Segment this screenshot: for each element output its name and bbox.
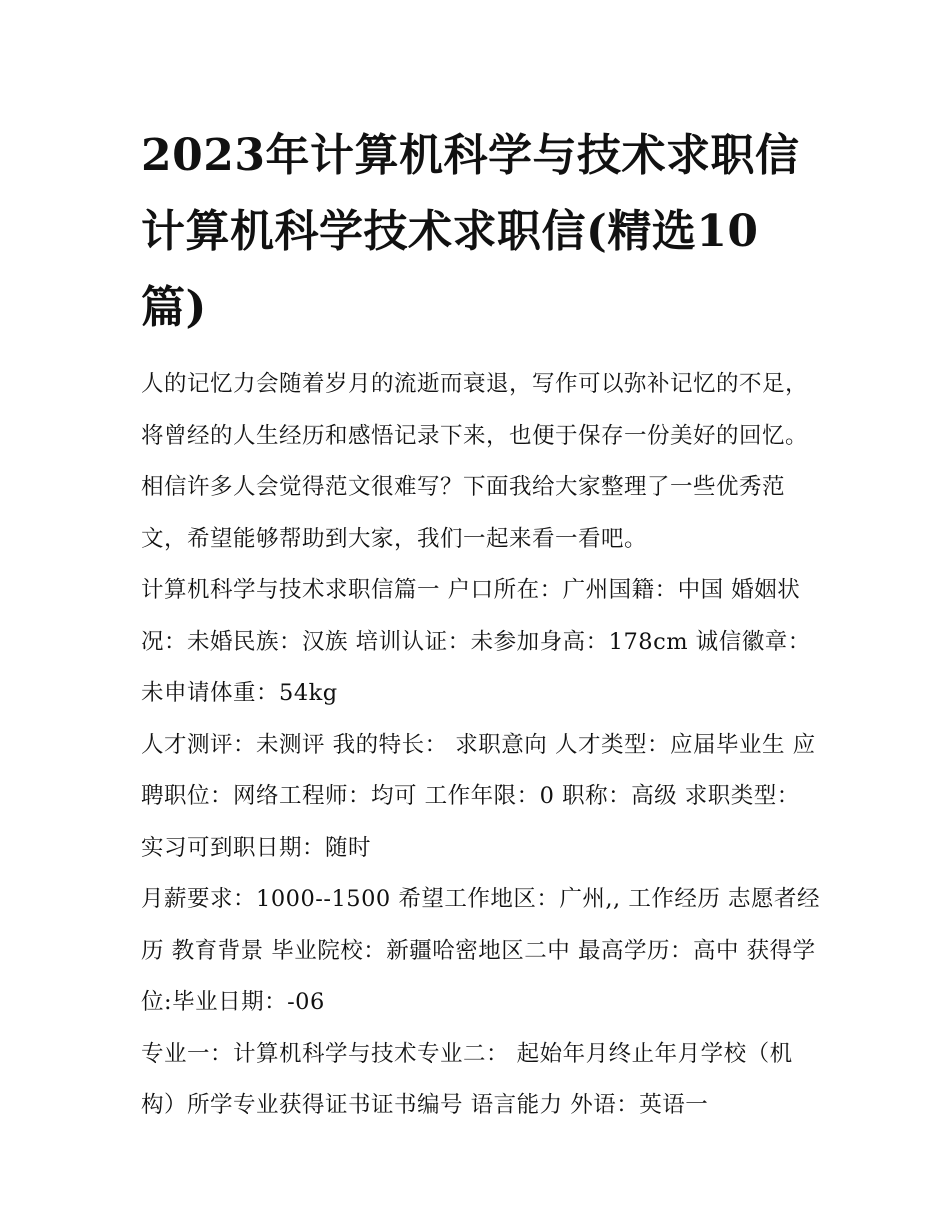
intro-paragraph: 人的记忆力会随着岁月的流逝而衰退，写作可以弥补记忆的不足，将曾经的人生经历和感悟记录下来，也便于保存一份美好的回忆。相信许多人会觉得范文很难写？下面我给大家整理了一些优秀范文，希望能够帮助到大家，我们一起来看一看吧。 <box>141 371 809 552</box>
job-intention-paragraph: 人才测评：未测评 我的特长： 求职意向 人才类型：应届毕业生 应聘职位：网络工程师：均可 工作年限：0 职称：高级 求职类型：实习可到职日期：随时 <box>141 731 816 861</box>
salary-education-paragraph: 月薪要求：1000--1500 希望工作地区：广州,, 工作经历 志愿者经历 教育背景 毕业院校：新疆哈密地区二中 最高学历：高中 获得学位:毕业日期：-06 <box>141 886 820 1015</box>
personal-info-paragraph: 计算机科学与技术求职信篇一 户口所在：广州国籍：中国 婚姻状况：未婚民族：汉族 培训认证：未参加身高：178cm 诚信徽章：未申请体重：54kg <box>141 577 811 706</box>
major-language-paragraph: 专业一：计算机科学与技术专业二： 起始年月终止年月学校（机构）所学专业获得证书证书编号 语言能力 外语：英语一 <box>141 1040 793 1118</box>
document-title: 2023年计算机科学与技术求职信 计算机科学技术求职信(精选10篇) <box>141 130 800 333</box>
document-page <box>141 118 821 1132</box>
